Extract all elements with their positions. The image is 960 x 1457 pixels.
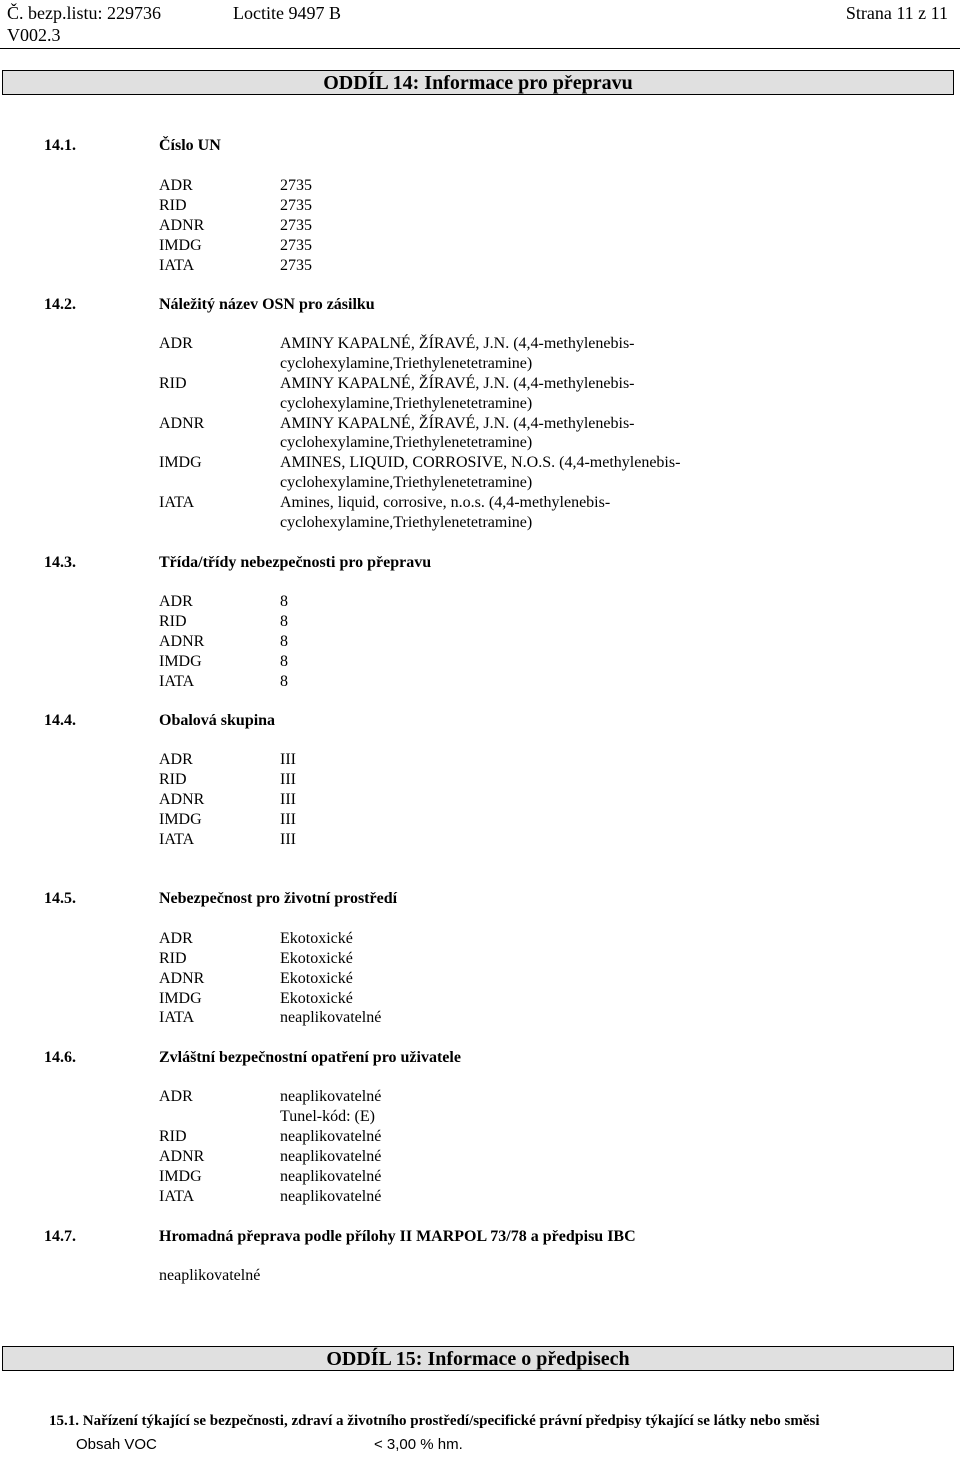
section-number: 14.5. <box>44 890 76 907</box>
section-number: 14.1. <box>44 137 76 154</box>
transport-mode: ADNR <box>159 415 205 432</box>
packing-group: III <box>280 831 296 848</box>
shipping-name: AMINY KAPALNÉ, ŽÍRAVÉ, J.N. (4,4-methylenebis- <box>280 375 635 392</box>
packing-group: III <box>280 791 296 808</box>
section-title: Číslo UN <box>159 137 221 154</box>
transport-mode: ADR <box>159 335 193 352</box>
un-number: 2735 <box>280 217 312 234</box>
transport-mode: RID <box>159 950 187 967</box>
header-divider <box>0 48 960 49</box>
shipping-name: AMINES, LIQUID, CORROSIVE, N.O.S. (4,4-methylenebis- <box>280 454 681 471</box>
un-number: 2735 <box>280 197 312 214</box>
special-precaution: neaplikovatelné <box>280 1168 382 1185</box>
section-title: Hromadná přeprava podle přílohy II MARPOL 73/78 a předpisu IBC <box>159 1228 636 1245</box>
shipping-name-cont: cyclohexylamine,Triethylenetetramine) <box>280 434 533 451</box>
section-number: 14.3. <box>44 554 76 571</box>
transport-mode: ADNR <box>159 217 205 234</box>
packing-group: III <box>280 811 296 828</box>
transport-mode: IATA <box>159 831 195 848</box>
transport-mode: IMDG <box>159 454 202 471</box>
hazard-class: 8 <box>280 673 288 690</box>
section-title: Obalová skupina <box>159 712 276 729</box>
packing-group: III <box>280 751 296 768</box>
hazard-class: 8 <box>280 633 288 650</box>
section-title: Třída/třídy nebezpečnosti pro přepravu <box>159 554 432 571</box>
voc-value: < 3,00 % hm. <box>374 1436 463 1453</box>
product-name: Loctite 9497 B <box>233 3 341 23</box>
hazard-class: 8 <box>280 653 288 670</box>
transport-mode: IMDG <box>159 811 202 828</box>
transport-mode: IATA <box>159 1009 195 1026</box>
sheet-number: Č. bezp.listu: 229736 <box>7 3 161 23</box>
shipping-name-cont: cyclohexylamine,Triethylenetetramine) <box>280 395 533 412</box>
section-15-1-title: 15.1. Nařízení týkající se bezpečnosti, zdraví a životního prostředí/specifické právní předpisy týkající se látky nebo směsi <box>49 1413 820 1429</box>
un-number: 2735 <box>280 237 312 254</box>
transport-mode: RID <box>159 613 187 630</box>
transport-mode: RID <box>159 1128 187 1145</box>
transport-mode: ADNR <box>159 633 205 650</box>
transport-mode: RID <box>159 197 187 214</box>
special-precaution: neaplikovatelné <box>280 1088 382 1105</box>
transport-mode: IATA <box>159 494 195 511</box>
section-15-title: ODDÍL 15: Informace o předpisech <box>2 1346 954 1371</box>
transport-mode: ADR <box>159 177 193 194</box>
section-number: 14.6. <box>44 1049 76 1066</box>
environmental-hazard: Ekotoxické <box>280 930 353 947</box>
transport-mode: IATA <box>159 1188 195 1205</box>
shipping-name: Amines, liquid, corrosive, n.o.s. (4,4-methylenebis- <box>280 494 611 511</box>
un-number: 2735 <box>280 177 312 194</box>
shipping-name: AMINY KAPALNÉ, ŽÍRAVÉ, J.N. (4,4-methylenebis- <box>280 415 635 432</box>
transport-mode: ADR <box>159 1088 193 1105</box>
packing-group: III <box>280 771 296 788</box>
special-precaution: neaplikovatelné <box>280 1148 382 1165</box>
environmental-hazard: Ekotoxické <box>280 950 353 967</box>
environmental-hazard: Ekotoxické <box>280 990 353 1007</box>
tunnel-code: Tunel-kód: (E) <box>280 1108 375 1125</box>
transport-mode: ADNR <box>159 1148 205 1165</box>
page-number: Strana 11 z 11 <box>845 3 948 23</box>
transport-mode: IMDG <box>159 237 202 254</box>
transport-mode: IMDG <box>159 1168 202 1185</box>
section-title: Nebezpečnost pro životní prostředí <box>159 890 398 907</box>
section-title: Zvláštní bezpečnostní opatření pro uživatele <box>159 1049 461 1066</box>
transport-mode: ADR <box>159 751 193 768</box>
special-precaution: neaplikovatelné <box>280 1188 382 1205</box>
special-precaution: neaplikovatelné <box>280 1128 382 1145</box>
version: V002.3 <box>7 25 61 45</box>
un-number: 2735 <box>280 257 312 274</box>
transport-mode: ADR <box>159 930 193 947</box>
transport-mode: RID <box>159 771 187 788</box>
transport-mode: IMDG <box>159 653 202 670</box>
section-number: 14.4. <box>44 712 76 729</box>
transport-mode: ADR <box>159 593 193 610</box>
environmental-hazard: neaplikovatelné <box>280 1009 382 1026</box>
marpol-value: neaplikovatelné <box>159 1267 261 1284</box>
transport-mode: ADNR <box>159 791 205 808</box>
transport-mode: RID <box>159 375 187 392</box>
section-number: 14.7. <box>44 1228 76 1245</box>
shipping-name: AMINY KAPALNÉ, ŽÍRAVÉ, J.N. (4,4-methylenebis- <box>280 335 635 352</box>
hazard-class: 8 <box>280 593 288 610</box>
section-number: 14.2. <box>44 296 76 313</box>
section-14-title: ODDÍL 14: Informace pro přepravu <box>2 70 954 95</box>
shipping-name-cont: cyclohexylamine,Triethylenetetramine) <box>280 474 533 491</box>
transport-mode: IMDG <box>159 990 202 1007</box>
section-title: Náležitý název OSN pro zásilku <box>159 296 375 313</box>
hazard-class: 8 <box>280 613 288 630</box>
shipping-name-cont: cyclohexylamine,Triethylenetetramine) <box>280 514 533 531</box>
voc-label: Obsah VOC <box>76 1436 157 1453</box>
transport-mode: IATA <box>159 673 195 690</box>
shipping-name-cont: cyclohexylamine,Triethylenetetramine) <box>280 355 533 372</box>
transport-mode: ADNR <box>159 970 205 987</box>
transport-mode: IATA <box>159 257 195 274</box>
environmental-hazard: Ekotoxické <box>280 970 353 987</box>
